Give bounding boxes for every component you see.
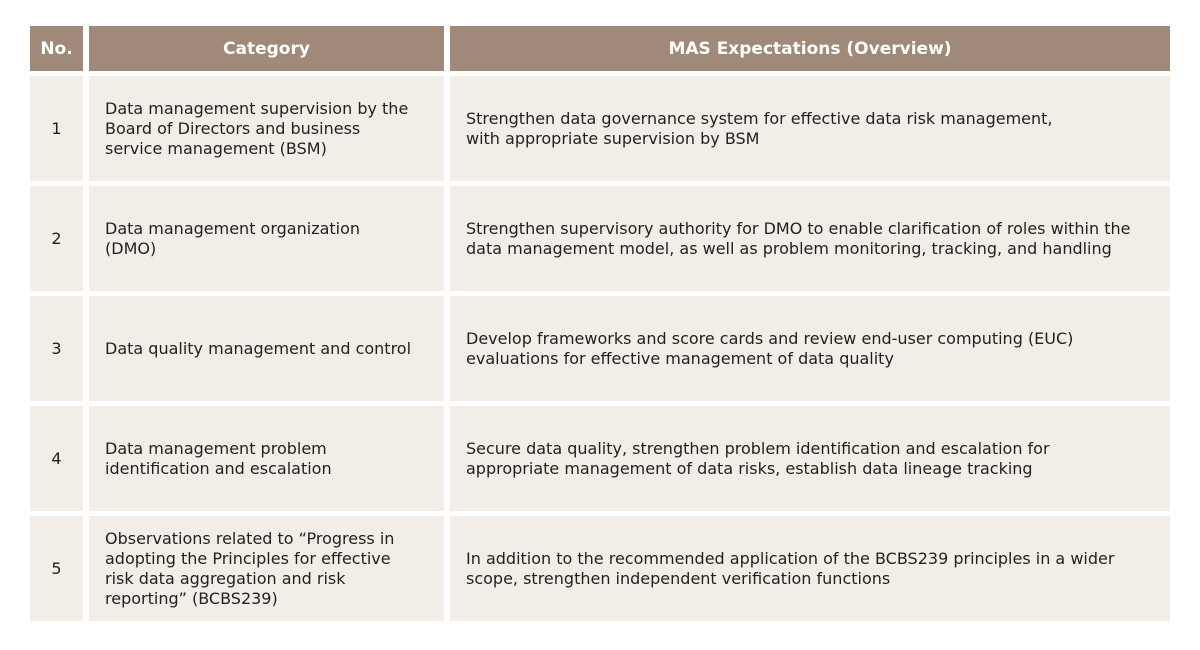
header-category: Category (89, 26, 444, 71)
row-1-expectation-text: Strengthen data governance system for effective data risk management, with appropriate supervision by BSM (466, 108, 1053, 148)
row-1-category (89, 76, 444, 181)
row-5-category (89, 516, 444, 621)
row-2-no: 2 (30, 186, 83, 291)
row-5-category-text: Observations related to “Progress in adopting the Principles for effective risk data aggregation and risk reporting” (BCBS239) (105, 528, 395, 608)
mas-expectations-table (30, 26, 1170, 621)
row-5-no: 5 (30, 516, 83, 621)
row-3-expectation-text: Develop frameworks and score cards and review end-user computing (EUC) evaluations for effective management of data quality (466, 328, 1074, 368)
row-1-category-text: Data management supervision by the Board of Directors and business service management (BSM) (105, 98, 409, 158)
row-4-category (89, 406, 444, 511)
row-2-expectation-text: Strengthen supervisory authority for DMO to enable clarification of roles within the data management model, as well as problem monitoring, tracking, and handling (466, 218, 1131, 258)
header-expectations: MAS Expectations (Overview) (450, 26, 1170, 71)
row-2-category-text: Data management organization (DMO) (105, 218, 361, 258)
header-no: No. (30, 26, 83, 71)
row-4-expectation (450, 406, 1170, 511)
row-2-category (89, 186, 444, 291)
row-3-no: 3 (30, 296, 83, 401)
row-1-expectation (450, 76, 1170, 181)
row-5-expectation (450, 516, 1170, 621)
row-4-no: 4 (30, 406, 83, 511)
row-3-category (89, 296, 444, 401)
row-3-category-text: Data quality management and control (105, 338, 412, 358)
row-3-expectation (450, 296, 1170, 401)
row-5-expectation-text: In addition to the recommended application of the BCBS239 principles in a wider scope, strengthen independent verification functions (466, 548, 1115, 588)
row-2-expectation (450, 186, 1170, 291)
row-4-category-text: Data management problem identification and escalation (105, 438, 332, 478)
row-1-no: 1 (30, 76, 83, 181)
row-4-expectation-text: Secure data quality, strengthen problem identification and escalation for appropriate management of data risks, establish data lineage tracking (466, 438, 1050, 478)
